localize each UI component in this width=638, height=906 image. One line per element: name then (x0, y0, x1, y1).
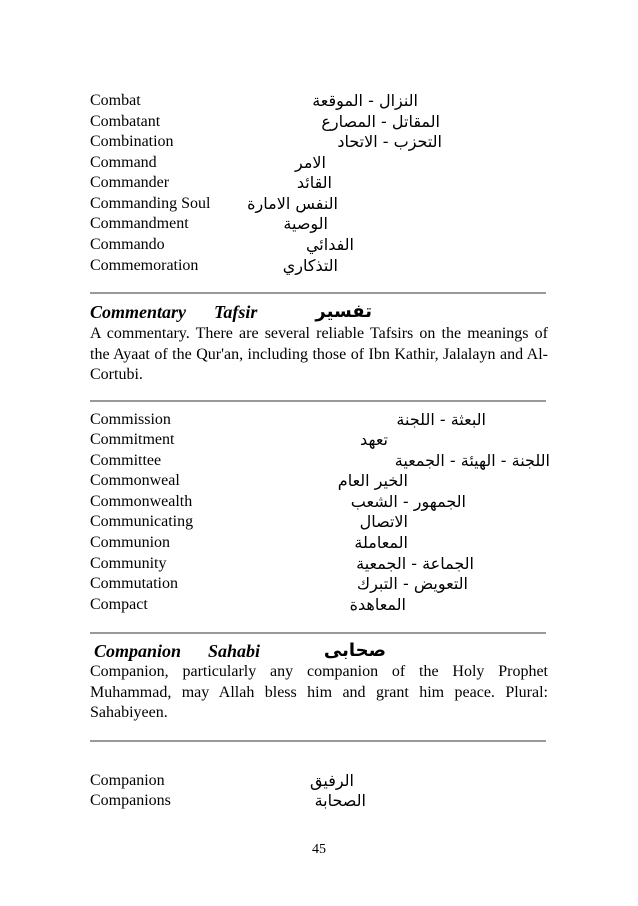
entry-arabic: التعويض - التبرك (356, 574, 468, 593)
heading-english: Companion (94, 641, 182, 661)
entry-english: Commonweal (90, 472, 180, 489)
entry-english: Communion (90, 534, 171, 551)
entry-arabic: الامر (295, 153, 326, 172)
entry-arabic: الرفيق (310, 771, 354, 790)
entry-english: Combatant (90, 113, 161, 130)
entry-arabic: تعهد (360, 430, 388, 449)
entry-arabic: القائد (296, 173, 332, 192)
page-number: 45 (312, 842, 326, 857)
entry-row (90, 554, 550, 574)
heading-arabic: تفسير (315, 301, 372, 322)
entry-english: Communicating (90, 513, 194, 530)
term-definition: A commentary. There are several reliable Tafsirs on the meanings of the Ayaat of the Qur'an, including those of Ibn Kathir, Jalalayn and Al-Cortubi. (90, 325, 548, 383)
entry-arabic: الصحابة (314, 791, 366, 810)
entry-english: Commander (90, 174, 170, 191)
entry-arabic: اللجنة - الهيئة - الجمعية (394, 451, 550, 470)
entry-row (90, 410, 550, 430)
entry-english: Commission (90, 411, 171, 428)
heading-term: Tafsir (214, 302, 258, 322)
entry-row (90, 771, 550, 791)
entry-row (90, 214, 550, 234)
section-divider (90, 400, 546, 402)
entry-arabic: التحزب - الاتحاد (337, 132, 442, 151)
entry-english: Committee (90, 452, 162, 469)
entry-row (90, 173, 550, 193)
entry-arabic: الجمهور - الشعب (350, 492, 466, 511)
entry-row (90, 430, 550, 450)
entry-row (90, 471, 550, 491)
entry-english: Commemoration (90, 257, 199, 274)
entry-english: Command (90, 154, 157, 171)
entry-row (90, 91, 550, 111)
entry-arabic: الجماعة - الجمعية (356, 554, 474, 573)
entry-row (90, 153, 550, 173)
entry-arabic: التذكاري (282, 256, 338, 275)
entry-row (90, 112, 550, 132)
section-divider (90, 740, 546, 742)
heading-arabic: صحابى (323, 640, 386, 661)
entry-arabic: المعاهدة (349, 595, 406, 614)
term-heading-tafsir (90, 300, 550, 324)
entry-english: Commando (90, 236, 165, 253)
entry-english: Commutation (90, 575, 178, 592)
entry-english: Companion (90, 772, 165, 789)
term-heading-sahabi (90, 639, 550, 663)
section-divider (90, 632, 546, 634)
entry-arabic: الخير العام (337, 471, 408, 490)
entry-english: Commanding Soul (90, 195, 211, 212)
entry-row (90, 492, 550, 512)
entry-arabic: الوصية (283, 214, 328, 233)
entry-arabic: البعثة - اللجنة (396, 410, 486, 429)
entry-arabic: المقاتل - المصارع (321, 112, 440, 131)
heading-term: Sahabi (208, 641, 261, 661)
heading-english: Commentary (90, 302, 187, 322)
entry-arabic: الاتصال (359, 512, 408, 531)
entry-english: Compact (90, 596, 148, 613)
entry-english: Combination (90, 133, 174, 150)
entry-row (90, 451, 550, 471)
entry-arabic: الفدائي (305, 235, 354, 254)
entry-english: Combat (90, 92, 141, 109)
term-definition: Companion, particularly any companion of the Holy Prophet Muhammad, may Allah bless him and grant him peace. Plural: Sahabiyeen. (90, 663, 548, 721)
entry-english: Community (90, 555, 167, 572)
entry-arabic: النزال - الموقعة (312, 91, 418, 110)
entry-row (90, 533, 550, 553)
entry-row (90, 595, 550, 615)
entry-row (90, 256, 550, 276)
entry-row (90, 235, 550, 255)
entry-row (90, 574, 550, 594)
entry-row (90, 512, 550, 532)
entry-row (90, 132, 550, 152)
entry-english: Commitment (90, 431, 175, 448)
entry-row (90, 791, 550, 811)
entry-arabic: المعاملة (354, 533, 408, 552)
section-divider (90, 292, 546, 294)
entry-english: Commonwealth (90, 493, 193, 510)
entry-row (90, 194, 550, 214)
entry-english: Commandment (90, 215, 189, 232)
entry-english: Companions (90, 792, 171, 809)
entry-arabic: النفس الامارة (247, 194, 338, 213)
